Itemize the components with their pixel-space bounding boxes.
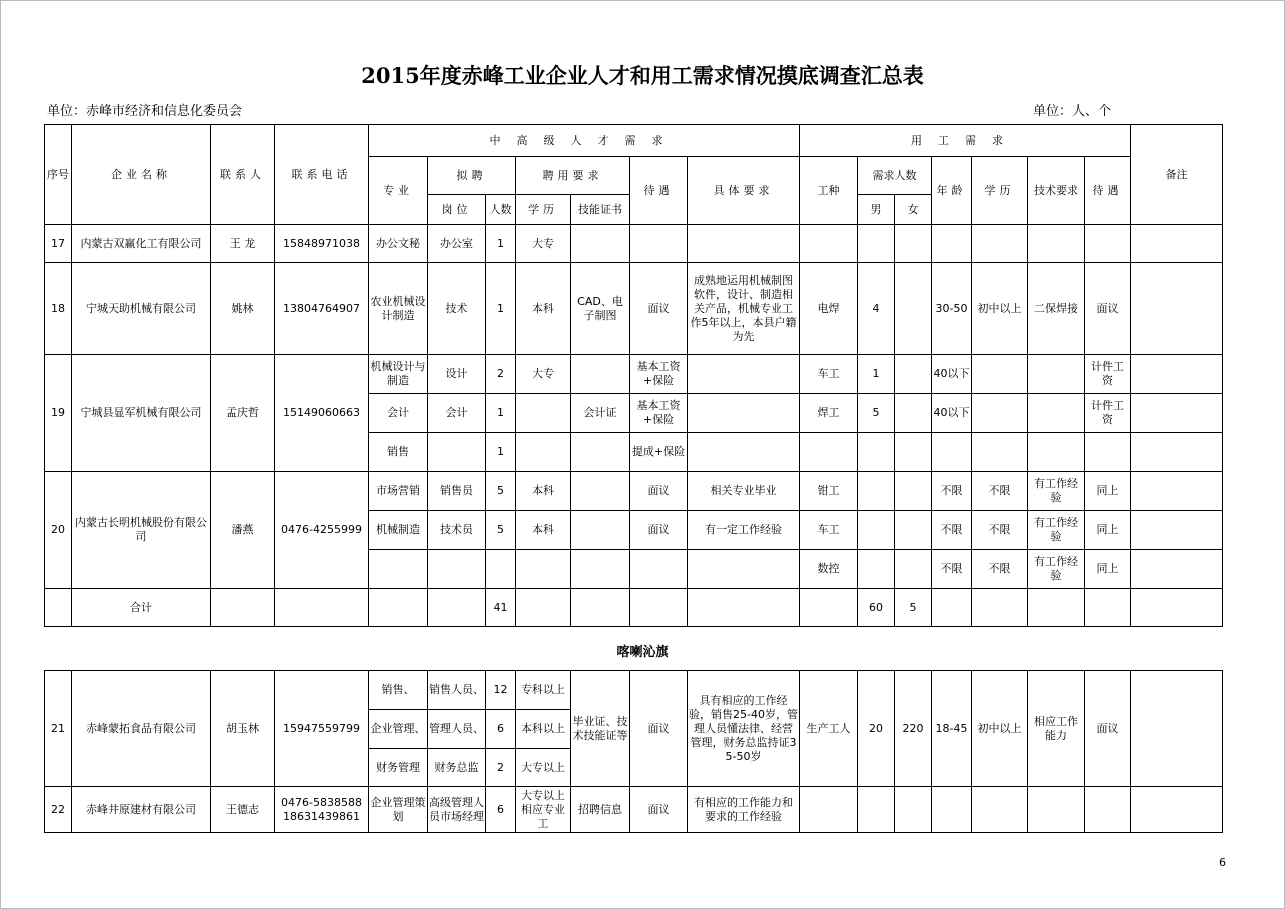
treatment: 基本工资+保险 <box>630 355 688 394</box>
age: 40以下 <box>932 355 972 394</box>
header-tech-req: 技术要求 <box>1028 157 1085 225</box>
count: 2 <box>486 749 516 787</box>
position: 管理人员、 <box>428 710 486 749</box>
age: 不限 <box>932 511 972 550</box>
page-title: 2015年度赤峰工业企业人才和用工需求情况摸底调查汇总表 <box>361 63 924 88</box>
female-count: 220 <box>895 671 932 787</box>
company: 内蒙古双赢化工有限公司 <box>72 225 211 263</box>
header-phone: 联系电话 <box>275 125 369 225</box>
count: 1 <box>486 225 516 263</box>
tech-requirement: 有工作经验 <box>1028 511 1085 550</box>
header-planned: 拟聘 <box>428 157 516 195</box>
position: 设计 <box>428 355 486 394</box>
tech-requirement: 有工作经验 <box>1028 472 1085 511</box>
total-label: 合计 <box>72 589 211 627</box>
specific-requirement: 成熟地运用机械制图软件，设计、制造相关产品，机械专业工作5年以上，本县户籍为先 <box>688 263 800 355</box>
male-count: 4 <box>858 263 895 355</box>
age: 不限 <box>932 550 972 589</box>
labor-treatment: 同上 <box>1085 550 1131 589</box>
age: 30-50 <box>932 263 972 355</box>
count: 1 <box>486 263 516 355</box>
count: 5 <box>486 472 516 511</box>
count: 2 <box>486 355 516 394</box>
contact: 王 龙 <box>211 225 275 263</box>
major: 机械制造 <box>369 511 428 550</box>
major: 市场营销 <box>369 472 428 511</box>
work-type: 数控 <box>800 550 858 589</box>
table-row <box>45 472 1223 511</box>
seq: 18 <box>45 263 72 355</box>
header-treatment: 待遇 <box>630 157 688 225</box>
labor-treatment: 计件工资 <box>1085 394 1131 433</box>
labor-treatment: 同上 <box>1085 511 1131 550</box>
header-demand-count: 需求人数 <box>858 157 932 195</box>
header-talent-group: 中高级人才需求 <box>369 125 800 157</box>
treatment: 基本工资+保险 <box>630 394 688 433</box>
degree: 专科以上 <box>516 671 571 710</box>
work-type: 车工 <box>800 355 858 394</box>
total-count: 41 <box>486 589 516 627</box>
specific-requirement: 相关专业毕业 <box>688 472 800 511</box>
unit-right: 单位：人、个 <box>1033 104 1112 119</box>
count: 1 <box>486 433 516 472</box>
education: 初中以上 <box>972 263 1028 355</box>
tech-requirement: 相应工作能力 <box>1028 671 1085 787</box>
position: 技术 <box>428 263 486 355</box>
contact: 胡玉林 <box>211 671 275 787</box>
tech-requirement: 二保焊接 <box>1028 263 1085 355</box>
header-seq: 序号 <box>45 125 72 225</box>
position: 高级管理人员市场经理 <box>428 787 486 833</box>
labor-treatment: 计件工资 <box>1085 355 1131 394</box>
degree: 本科 <box>516 472 571 511</box>
header-labor-treatment: 待遇 <box>1085 157 1131 225</box>
contact: 孟庆哲 <box>211 355 275 472</box>
major: 机械设计与制造 <box>369 355 428 394</box>
position: 销售员 <box>428 472 486 511</box>
header-labor-group: 用工需求 <box>800 125 1131 157</box>
phone: 13804764907 <box>275 263 369 355</box>
phone: 0476-4255999 <box>275 472 369 589</box>
male-count: 5 <box>858 394 895 433</box>
labor-treatment: 面议 <box>1085 263 1131 355</box>
header-female: 女 <box>895 195 932 225</box>
section-table <box>44 670 1223 833</box>
seq: 17 <box>45 225 72 263</box>
treatment: 面议 <box>630 511 688 550</box>
work-type: 钳工 <box>800 472 858 511</box>
count: 1 <box>486 394 516 433</box>
header-headcount: 人数 <box>486 195 516 225</box>
table-row <box>45 671 1223 710</box>
count: 6 <box>486 710 516 749</box>
degree: 本科 <box>516 511 571 550</box>
tech-requirement: 有工作经验 <box>1028 550 1085 589</box>
male-count: 1 <box>858 355 895 394</box>
major: 农业机械设计制造 <box>369 263 428 355</box>
header-specific: 具体要求 <box>688 157 800 225</box>
specific-requirement: 具有相应的工作经验，销售25-40岁，管理人员懂法律、经营管理，财务总监持证35-50岁 <box>688 671 800 787</box>
specific-requirement: 有一定工作经验 <box>688 511 800 550</box>
table-row <box>45 263 1223 355</box>
education: 不限 <box>972 472 1028 511</box>
position: 会计 <box>428 394 486 433</box>
count: 5 <box>486 511 516 550</box>
unit-left: 单位：赤峰市经济和信息化委员会 <box>47 104 243 119</box>
section-title: 喀喇沁旗 <box>616 645 669 660</box>
major: 销售 <box>369 433 428 472</box>
treatment: 面议 <box>630 787 688 833</box>
degree: 大专以上 <box>516 749 571 787</box>
table-row <box>45 787 1223 833</box>
header-male: 男 <box>858 195 895 225</box>
degree: 大专 <box>516 355 571 394</box>
treatment: 面议 <box>630 671 688 787</box>
count: 6 <box>486 787 516 833</box>
treatment: 面议 <box>630 472 688 511</box>
major: 销售、 <box>369 671 428 710</box>
age: 不限 <box>932 472 972 511</box>
phone: 15848971038 <box>275 225 369 263</box>
contact: 姚林 <box>211 263 275 355</box>
phone: 15149060663 <box>275 355 369 472</box>
position: 销售人员、 <box>428 671 486 710</box>
seq: 21 <box>45 671 72 787</box>
degree: 本科 <box>516 263 571 355</box>
degree: 大专 <box>516 225 571 263</box>
header-remarks: 备注 <box>1131 125 1223 225</box>
education: 初中以上 <box>972 671 1028 787</box>
work-type: 电焊 <box>800 263 858 355</box>
specific-requirement: 有相应的工作能力和要求的工作经验 <box>688 787 800 833</box>
certificate: 会计证 <box>571 394 630 433</box>
summary-table <box>44 124 1223 627</box>
phone: 0476-5838588 18631439861 <box>275 787 369 833</box>
total-row <box>45 589 1223 627</box>
treatment: 面议 <box>630 263 688 355</box>
major: 财务管理 <box>369 749 428 787</box>
treatment: 提成+保险 <box>630 433 688 472</box>
header-requirements: 聘用要求 <box>516 157 630 195</box>
major: 企业管理、 <box>369 710 428 749</box>
header-age: 年龄 <box>932 157 972 225</box>
certificate: 毕业证、技术技能证等 <box>571 671 630 787</box>
age: 18-45 <box>932 671 972 787</box>
header-education: 学历 <box>972 157 1028 225</box>
degree: 本科以上 <box>516 710 571 749</box>
position: 财务总监 <box>428 749 486 787</box>
count: 12 <box>486 671 516 710</box>
table-row <box>45 355 1223 394</box>
header-degree: 学历 <box>516 195 571 225</box>
company: 宁城县显军机械有限公司 <box>72 355 211 472</box>
header-company: 企业名称 <box>72 125 211 225</box>
labor-treatment: 同上 <box>1085 472 1131 511</box>
company: 内蒙古长明机械股份有限公司 <box>72 472 211 589</box>
certificate: CAD、电子制图 <box>571 263 630 355</box>
age: 40以下 <box>932 394 972 433</box>
work-type: 车工 <box>800 511 858 550</box>
work-type: 焊工 <box>800 394 858 433</box>
seq: 22 <box>45 787 72 833</box>
company: 宁城天助机械有限公司 <box>72 263 211 355</box>
header-work-type: 工种 <box>800 157 858 225</box>
total-male: 60 <box>858 589 895 627</box>
education: 不限 <box>972 511 1028 550</box>
phone: 15947559799 <box>275 671 369 787</box>
header-contact: 联系人 <box>211 125 275 225</box>
company: 赤峰蒙拓食品有限公司 <box>72 671 211 787</box>
company: 赤峰井原建材有限公司 <box>72 787 211 833</box>
header-certificate: 技能证书 <box>571 195 630 225</box>
male-count: 20 <box>858 671 895 787</box>
header-position: 岗位 <box>428 195 486 225</box>
labor-treatment: 面议 <box>1085 671 1131 787</box>
seq: 19 <box>45 355 72 472</box>
major: 会计 <box>369 394 428 433</box>
certificate: 招聘信息 <box>571 787 630 833</box>
seq: 20 <box>45 472 72 589</box>
page-number: 6 <box>1219 856 1226 869</box>
table-row <box>45 225 1223 263</box>
degree: 大专以上相应专业工 <box>516 787 571 833</box>
contact: 王德志 <box>211 787 275 833</box>
major: 企业管理策划 <box>369 787 428 833</box>
major: 办公文秘 <box>369 225 428 263</box>
position: 办公室 <box>428 225 486 263</box>
contact: 潘燕 <box>211 472 275 589</box>
header-major: 专业 <box>369 157 428 225</box>
position: 技术员 <box>428 511 486 550</box>
total-female: 5 <box>895 589 932 627</box>
work-type: 生产工人 <box>800 671 858 787</box>
education: 不限 <box>972 550 1028 589</box>
